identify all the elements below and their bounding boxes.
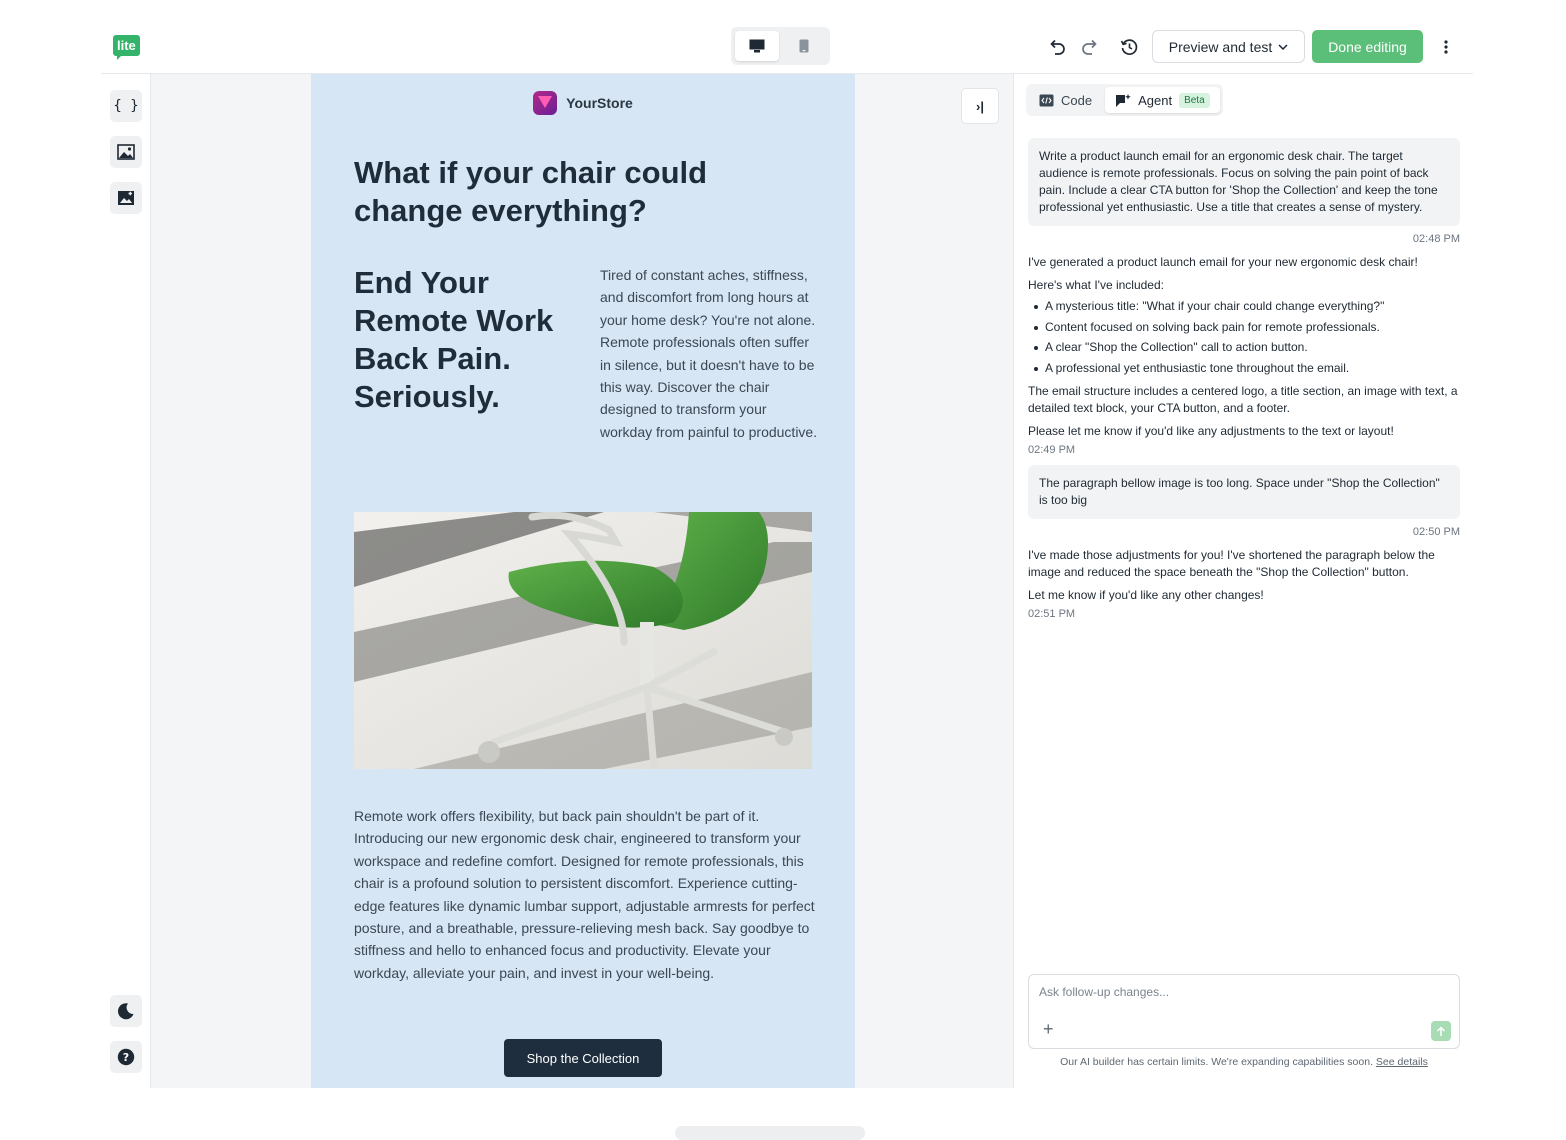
tab-code[interactable] <box>1029 87 1102 113</box>
collapse-right-icon: ›| <box>976 98 984 114</box>
code-icon <box>1039 94 1054 107</box>
beta-badge: Beta <box>1179 93 1210 108</box>
agent-message-intro: I've generated a product launch email for your new ergonomic desk chair! <box>1028 255 1418 269</box>
history-icon <box>1120 38 1138 56</box>
tab-agent-label: Agent <box>1138 92 1173 108</box>
add-attachment-button[interactable] <box>1043 1019 1054 1039</box>
brand-name: YourStore <box>566 95 633 111</box>
undo-button[interactable] <box>1044 34 1070 60</box>
email-brand-header[interactable] <box>311 91 855 115</box>
media-button[interactable] <box>110 182 142 214</box>
email-body-text[interactable]: Remote work offers flexibility, but back pain shouldn't be part of it. Introducing our new ergonomic desk chair, engineered to transform your workspace and redefine comfort. Designed for remote professionals, this chair is a profound solution to persistent discomfort. Experience cutting-edge features like dynamic lumbar support, adjustable armrests for perfect posture, and a breathable, pressure-relieving mesh back. Say goodbye to stiffness and hello to enhanced focus and productivity. Elevate your workday, alleviate your pain, and invest in your well-being. <box>354 808 815 981</box>
disclaimer-text: Our AI builder has certain limits. We're expanding capabilities soon. <box>1060 1056 1373 1068</box>
left-toolbar <box>101 74 151 1088</box>
brand-logo-icon <box>533 91 557 115</box>
user-message <box>1028 465 1460 519</box>
moon-icon <box>117 1002 135 1020</box>
app-logo: lite <box>113 35 140 56</box>
preview-label: Preview and test <box>1168 38 1273 55</box>
redo-button[interactable] <box>1077 34 1103 60</box>
agent-message-closing: Let me know if you'd like any other changes! <box>1028 587 1264 602</box>
follow-up-input[interactable] <box>1039 985 1419 999</box>
panel-tabs <box>1026 84 1223 116</box>
message-timestamp: 02:51 PM <box>1028 607 1076 620</box>
chair-product-image[interactable] <box>354 512 812 769</box>
top-bar <box>101 21 1473 74</box>
image-icon <box>117 144 135 160</box>
tab-agent[interactable] <box>1105 87 1220 113</box>
email-title[interactable]: What if your chair could change everything? <box>354 155 708 228</box>
plus-icon: + <box>1043 1019 1054 1039</box>
dark-mode-toggle[interactable] <box>110 995 142 1027</box>
email-subtitle[interactable]: End Your Remote Work Back Pain. Seriously. <box>354 265 554 414</box>
tab-code-label: Code <box>1061 92 1093 108</box>
ai-disclaimer <box>1028 1056 1460 1068</box>
desktop-view-button[interactable] <box>735 31 779 61</box>
editor-window <box>101 21 1473 1088</box>
svg-text:?: ? <box>122 1051 130 1065</box>
chair-illustration <box>354 512 812 769</box>
agent-message-list <box>1028 298 1460 377</box>
collapse-panel-button[interactable] <box>961 88 999 124</box>
email-preview[interactable] <box>311 74 855 1088</box>
list-item: Content focused on solving back pain for remote professionals. <box>1034 319 1460 336</box>
kebab-menu-icon <box>1444 40 1448 54</box>
help-icon <box>117 1048 135 1066</box>
see-details-link[interactable]: See details <box>1375 1056 1428 1068</box>
send-button[interactable] <box>1431 1021 1451 1041</box>
device-toggle <box>731 27 830 65</box>
agent-message <box>1028 254 1460 459</box>
email-intro-text[interactable]: Tired of constant aches, stiffness, and discomfort from long hours at your home desk? You're not alone. Remote professionals often suffer in silence, but it doesn't have to be this way. Discover the chair designed to transform your workday from painful to productive. <box>600 267 818 440</box>
more-options-button[interactable] <box>1435 34 1457 60</box>
redo-icon <box>1081 39 1099 55</box>
user-message-text: The paragraph bellow image is too long. Space under "Shop the Collection" is too big <box>1039 475 1440 507</box>
agent-message <box>1028 547 1460 623</box>
agent-chat-icon <box>1115 93 1131 108</box>
bottom-handle <box>675 1126 865 1140</box>
list-item: A clear "Shop the Collection" call to action button. <box>1034 339 1460 356</box>
message-timestamp: 02:50 PM <box>1412 525 1460 538</box>
image-button[interactable] <box>110 136 142 168</box>
help-button[interactable] <box>110 1041 142 1073</box>
undo-icon <box>1048 39 1066 55</box>
agent-message-closing: Please let me know if you'd like any adjustments to the text or layout! <box>1028 423 1394 438</box>
done-editing-button[interactable]: Done editing <box>1312 30 1423 63</box>
code-blocks-button[interactable] <box>110 90 142 122</box>
arrow-up-icon <box>1436 1026 1446 1037</box>
history-button[interactable] <box>1116 34 1142 60</box>
braces-icon: { } <box>113 98 139 114</box>
image-add-icon <box>117 190 135 206</box>
follow-up-input-box <box>1028 974 1460 1049</box>
agent-message-intro: I've made those adjustments for you! I've shortened the paragraph below the image and reduced the space beneath the "Shop the Collection" button. <box>1028 547 1435 579</box>
user-message <box>1028 138 1460 226</box>
chevron-down-icon <box>1278 44 1288 50</box>
message-timestamp: 02:48 PM <box>1412 233 1460 245</box>
list-item: A mysterious title: "What if your chair could change everything?" <box>1034 298 1460 315</box>
shop-the-collection-button[interactable]: Shop the Collection <box>504 1039 662 1077</box>
mobile-view-button[interactable] <box>783 31 827 61</box>
mobile-icon <box>799 39 809 53</box>
user-message-text: Write a product launch email for an ergonomic desk chair. The target audience is remote professionals. Focus on solving the pain point of back pain. Include a clear CTA button for 'Shop the Collection' and keep the tone professional yet enthusiastic. Use a title that creates a sense of mystery. <box>1039 149 1438 214</box>
message-timestamp: 02:49 PM <box>1028 443 1076 456</box>
agent-message-list-heading: Here's what I've included: <box>1028 278 1164 292</box>
agent-message-structure: The email structure includes a centered logo, a title section, an image with text, a detailed text block, your CTA button, and a footer. <box>1028 383 1458 415</box>
list-item: A professional yet enthusiastic tone throughout the email. <box>1034 360 1460 377</box>
ai-agent-panel <box>1013 74 1473 1088</box>
preview-and-test-button[interactable] <box>1152 30 1305 63</box>
chat-thread <box>1028 138 1460 623</box>
desktop-icon <box>749 39 765 53</box>
